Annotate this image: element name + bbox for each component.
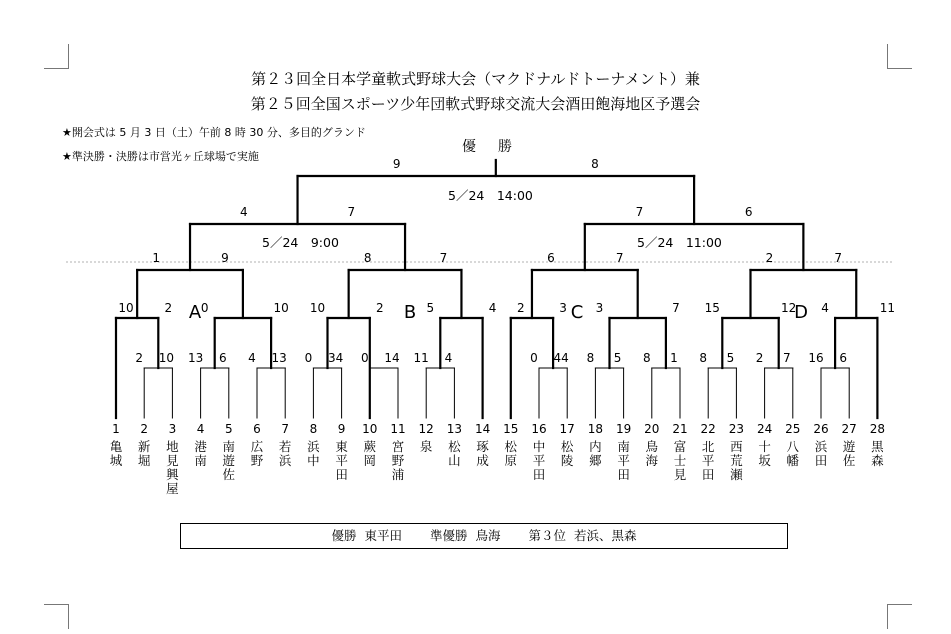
- score-r1-right: 34: [327, 351, 344, 365]
- team-name: 泉: [419, 439, 433, 454]
- score-r1-left: 2: [755, 351, 764, 365]
- score-qf-right: 7: [439, 251, 448, 265]
- score-r1-right: 14: [384, 351, 400, 365]
- team-number: 9: [337, 422, 346, 436]
- score-r2-left: 15: [704, 301, 720, 315]
- team-name: 富士見: [673, 439, 687, 482]
- score-r1-right: 10: [158, 351, 175, 365]
- team-number: 14: [474, 422, 491, 436]
- score-qf-right: 9: [221, 251, 229, 265]
- team-number: 26: [813, 422, 829, 436]
- team-number: 5: [224, 422, 233, 436]
- score-r1-left: 0: [360, 351, 369, 365]
- team-number: 2: [140, 422, 149, 436]
- team-name: 松山: [448, 439, 461, 468]
- team-name: 鳥海: [645, 439, 659, 468]
- team-number: 1: [112, 422, 120, 436]
- note-finals-venue: ★準決勝・決勝は市営光ヶ丘球場で実施: [62, 150, 259, 163]
- team-name: 中平田: [532, 439, 546, 482]
- score-r1-right: 1: [670, 351, 678, 365]
- score-r1-right: 5: [613, 351, 622, 365]
- team-number: 21: [672, 422, 688, 436]
- score-r1-left: 8: [642, 351, 651, 365]
- score-r1-left: 8: [586, 351, 595, 365]
- score-r1-left: 2: [135, 351, 144, 365]
- result-third-label: 第３位: [528, 528, 567, 543]
- team-number: 11: [390, 422, 406, 436]
- team-name: 松陵: [560, 439, 574, 468]
- team-name: 地見興屋: [166, 439, 179, 496]
- score-r1-left: 8: [699, 351, 708, 365]
- score-qf-left: 2: [765, 251, 774, 265]
- team-number: 24: [756, 422, 773, 436]
- score-r1-left: 4: [248, 351, 256, 365]
- team-number: 6: [253, 422, 261, 436]
- team-number: 23: [728, 422, 745, 436]
- score-r2-right: 2: [164, 301, 173, 315]
- score-r1-right: 5: [726, 351, 735, 365]
- score-r1-right: 6: [218, 351, 227, 365]
- team-number: 17: [559, 422, 575, 436]
- team-number: 13: [446, 422, 463, 436]
- schedule-semifinal-right: 5／24 11:00: [637, 235, 722, 250]
- score-r2-right: 7: [672, 301, 680, 315]
- score-r2-left: 2: [516, 301, 525, 315]
- score-r1-right: 4: [444, 351, 453, 365]
- champion-label: 優勝: [462, 139, 534, 155]
- team-name: 八幡: [786, 439, 800, 468]
- score-qf-left: 6: [547, 251, 555, 265]
- score-sf-right: 7: [347, 205, 356, 219]
- score-qf-right: 7: [834, 251, 843, 265]
- score-r2-left: 3: [595, 301, 604, 315]
- team-name: 北平田: [701, 439, 715, 482]
- team-name: 黒森: [871, 439, 884, 468]
- team-name: 南平田: [617, 439, 630, 482]
- score-sf-left: 4: [239, 205, 248, 219]
- score-sf-left: 7: [635, 205, 644, 219]
- result-runnerup: 鳥海: [475, 528, 501, 543]
- score-r1-left: 0: [304, 351, 313, 365]
- team-number: 22: [700, 422, 716, 436]
- score-final-right: 8: [591, 157, 599, 171]
- score-r2-right: 3: [559, 301, 567, 315]
- score-r2-right: 12: [781, 301, 797, 315]
- team-number: 10: [362, 422, 378, 436]
- team-name: 遊佐: [842, 439, 856, 468]
- block-label-c: C: [570, 302, 584, 323]
- result-champion: 東平田: [364, 528, 402, 543]
- block-label-a: A: [188, 302, 202, 323]
- score-r2-left: 4: [821, 301, 829, 315]
- schedule-semifinal-left: 5／24 9:00: [262, 235, 339, 250]
- schedule-final: 5／24 14:00: [448, 188, 533, 203]
- team-number: 12: [418, 422, 434, 436]
- team-name: 浜田: [814, 439, 828, 468]
- note-opening-ceremony: ★開会式は 5 月 3 日（土）午前 8 時 30 分、多目的グランド: [62, 126, 366, 139]
- score-qf-left: 8: [363, 251, 372, 265]
- team-number: 19: [615, 422, 632, 436]
- team-number: 20: [644, 422, 660, 436]
- team-name: 蕨岡: [363, 439, 377, 468]
- team-number: 7: [281, 422, 290, 436]
- score-r1-right: 7: [782, 351, 791, 365]
- team-number: 15: [503, 422, 519, 436]
- score-r2-left: 0: [200, 301, 209, 315]
- team-name: 琢成: [476, 439, 489, 468]
- score-final-left: 9: [392, 157, 401, 171]
- score-r1-left: 16: [808, 351, 824, 365]
- team-number: 25: [785, 422, 801, 436]
- title-line-1: 第２３回全日本学童軟式野球大会（マクドナルドトーナメント）兼: [251, 70, 700, 88]
- score-qf-right: 7: [615, 251, 624, 265]
- team-name: 十坂: [758, 439, 771, 468]
- result-runnerup-label: 準優勝: [429, 528, 468, 543]
- score-r1-right: 44: [553, 351, 569, 365]
- score-r1-left: 11: [413, 351, 429, 365]
- score-sf-right: 6: [744, 205, 753, 219]
- team-name: 浜中: [307, 439, 320, 468]
- score-r2-right: 2: [375, 301, 384, 315]
- team-name: 亀城: [109, 439, 123, 468]
- team-number: 18: [587, 422, 604, 436]
- team-name: 新堀: [137, 439, 151, 468]
- team-name: 南遊佐: [222, 439, 236, 482]
- block-label-b: B: [403, 302, 417, 323]
- score-r2-right: 11: [879, 301, 896, 315]
- score-r2-left: 10: [118, 301, 134, 315]
- score-r2-right: 4: [488, 301, 497, 315]
- score-r1-left: 13: [187, 351, 204, 365]
- score-r2-left: 5: [426, 301, 435, 315]
- score-qf-left: 1: [152, 251, 160, 265]
- team-name: 内郷: [589, 439, 602, 468]
- result-summary: [180, 523, 788, 549]
- team-number: 4: [196, 422, 205, 436]
- team-number: 16: [531, 422, 547, 436]
- score-r1-right: 6: [839, 351, 848, 365]
- score-r1-left: 0: [530, 351, 538, 365]
- team-name: 広野: [250, 439, 264, 468]
- team-number: 27: [841, 422, 857, 436]
- team-name: 若浜: [278, 439, 292, 468]
- result-third: 若浜、黒森: [574, 528, 637, 543]
- result-champion-label: 優勝: [331, 528, 357, 543]
- team-name: 松原: [504, 439, 518, 468]
- team-number: 3: [168, 422, 177, 436]
- title-line-2: 第２５回全国スポーツ少年団軟式野球交流大会酒田飽海地区予選会: [250, 95, 701, 113]
- team-number: 28: [869, 422, 886, 436]
- score-r2-right: 10: [273, 301, 289, 315]
- team-name: 東平田: [335, 439, 348, 482]
- team-name: 宮野浦: [391, 439, 405, 482]
- score-r1-right: 13: [271, 351, 287, 365]
- block-label-d: D: [794, 302, 808, 323]
- team-name: 港南: [194, 439, 207, 468]
- score-r2-left: 10: [309, 301, 326, 315]
- team-name: 西荒瀬: [730, 439, 743, 482]
- team-number: 8: [309, 422, 318, 436]
